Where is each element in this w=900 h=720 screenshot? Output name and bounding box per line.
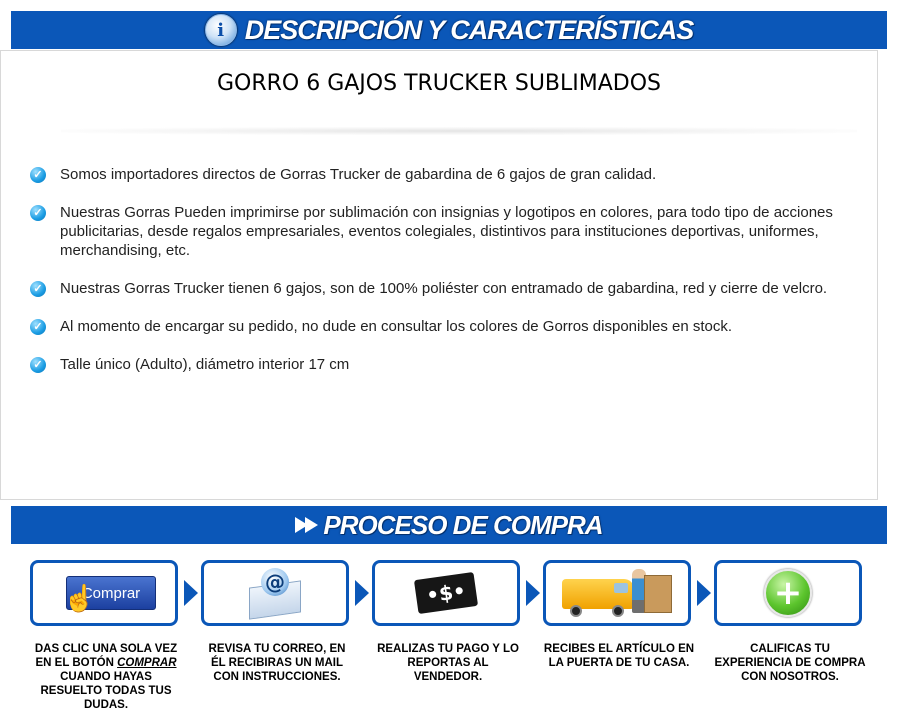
- feature-list: [30, 165, 860, 393]
- process-banner: [11, 506, 887, 544]
- feature-item: [30, 203, 860, 260]
- step-connector-arrow: [697, 580, 711, 606]
- process-step-delivery: [543, 560, 695, 670]
- double-arrow-icon: [295, 517, 315, 533]
- plus-icon: +: [764, 569, 812, 617]
- step-caption: REALIZAS TU PAGO Y LO REPORTAS AL VENDEDOR.: [377, 643, 519, 683]
- description-banner: [11, 11, 887, 49]
- check-icon: ✓: [30, 205, 46, 221]
- step-caption: DAS CLIC UNA SOLA VEZ EN EL BOTÓN COMPRAR CUANDO HAYAS RESUELTO TODAS TUS DUDAS.: [34, 643, 178, 711]
- check-icon: ✓: [30, 357, 46, 373]
- feature-item: [30, 165, 860, 184]
- check-icon: ✓: [30, 319, 46, 335]
- process-banner-title: PROCESO DE COMPRA: [323, 509, 603, 540]
- process-step-rating: [714, 560, 866, 684]
- step-box: [30, 560, 178, 626]
- step-caption: RECIBES EL ARTÍCULO EN LA PUERTA DE TU CASA.: [543, 643, 695, 669]
- hand-cursor-icon: ☝: [63, 583, 96, 613]
- check-icon: ✓: [30, 167, 46, 183]
- feature-item: [30, 317, 860, 336]
- step-caption: REVISA TU CORREO, EN ÉL RECIBIRAS UN MAIL CON INSTRUCCIONES.: [208, 643, 346, 683]
- feature-text: Nuestras Gorras Pueden imprimirse por sublimación con insignias y logotipos en colores, para todo tipo de acciones publicitarias, desde regalos empresariales, eventos colegiales, distintivos para instituciones deportivas, uniformes, merchandising, etc.: [60, 204, 833, 259]
- step-caption: CALIFICAS TU EXPERIENCIA DE COMPRA CON NOSOTROS.: [714, 643, 866, 683]
- description-banner-title: DESCRIPCIÓN Y CARACTERÍSTICAS: [244, 14, 694, 45]
- comprar-button-label: Comprar: [81, 584, 141, 602]
- email-icon: @: [247, 568, 303, 618]
- feature-text: Talle único (Adulto), diámetro interior 17 cm: [60, 356, 350, 373]
- product-title: GORRO 6 GAJOS TRUCKER SUBLIMADOS: [216, 71, 662, 96]
- feature-item: [30, 355, 860, 374]
- title-separator: [61, 127, 857, 135]
- feature-text: Al momento de encargar su pedido, no dude en consultar los colores de Gorros disponibles en stock.: [60, 318, 733, 335]
- feature-item: [30, 279, 860, 298]
- step-box: [714, 560, 862, 626]
- money-bill-icon: •$•: [414, 572, 478, 614]
- process-step-comprar: [30, 560, 182, 712]
- comprar-button[interactable]: [63, 576, 156, 613]
- check-icon: ✓: [30, 281, 46, 297]
- step-connector-arrow: [184, 580, 198, 606]
- step-box: [372, 560, 520, 626]
- process-step-payment: [372, 560, 524, 684]
- process-step-email: [201, 560, 353, 684]
- step-box: [543, 560, 691, 626]
- feature-text: Nuestras Gorras Trucker tienen 6 gajos, son de 100% poliéster con entramado de gabardina, red y cierre de velcro.: [60, 280, 828, 297]
- comprar-emphasis: COMPRAR: [117, 657, 177, 669]
- step-connector-arrow: [355, 580, 369, 606]
- step-connector-arrow: [526, 580, 540, 606]
- step-box: [201, 560, 349, 626]
- process-steps: [30, 560, 870, 710]
- description-panel: [0, 50, 878, 500]
- info-icon: i: [205, 14, 237, 46]
- delivery-truck-icon: [562, 565, 672, 621]
- feature-text: Somos importadores directos de Gorras Trucker de gabardina de 6 gajos de gran calidad.: [60, 166, 657, 183]
